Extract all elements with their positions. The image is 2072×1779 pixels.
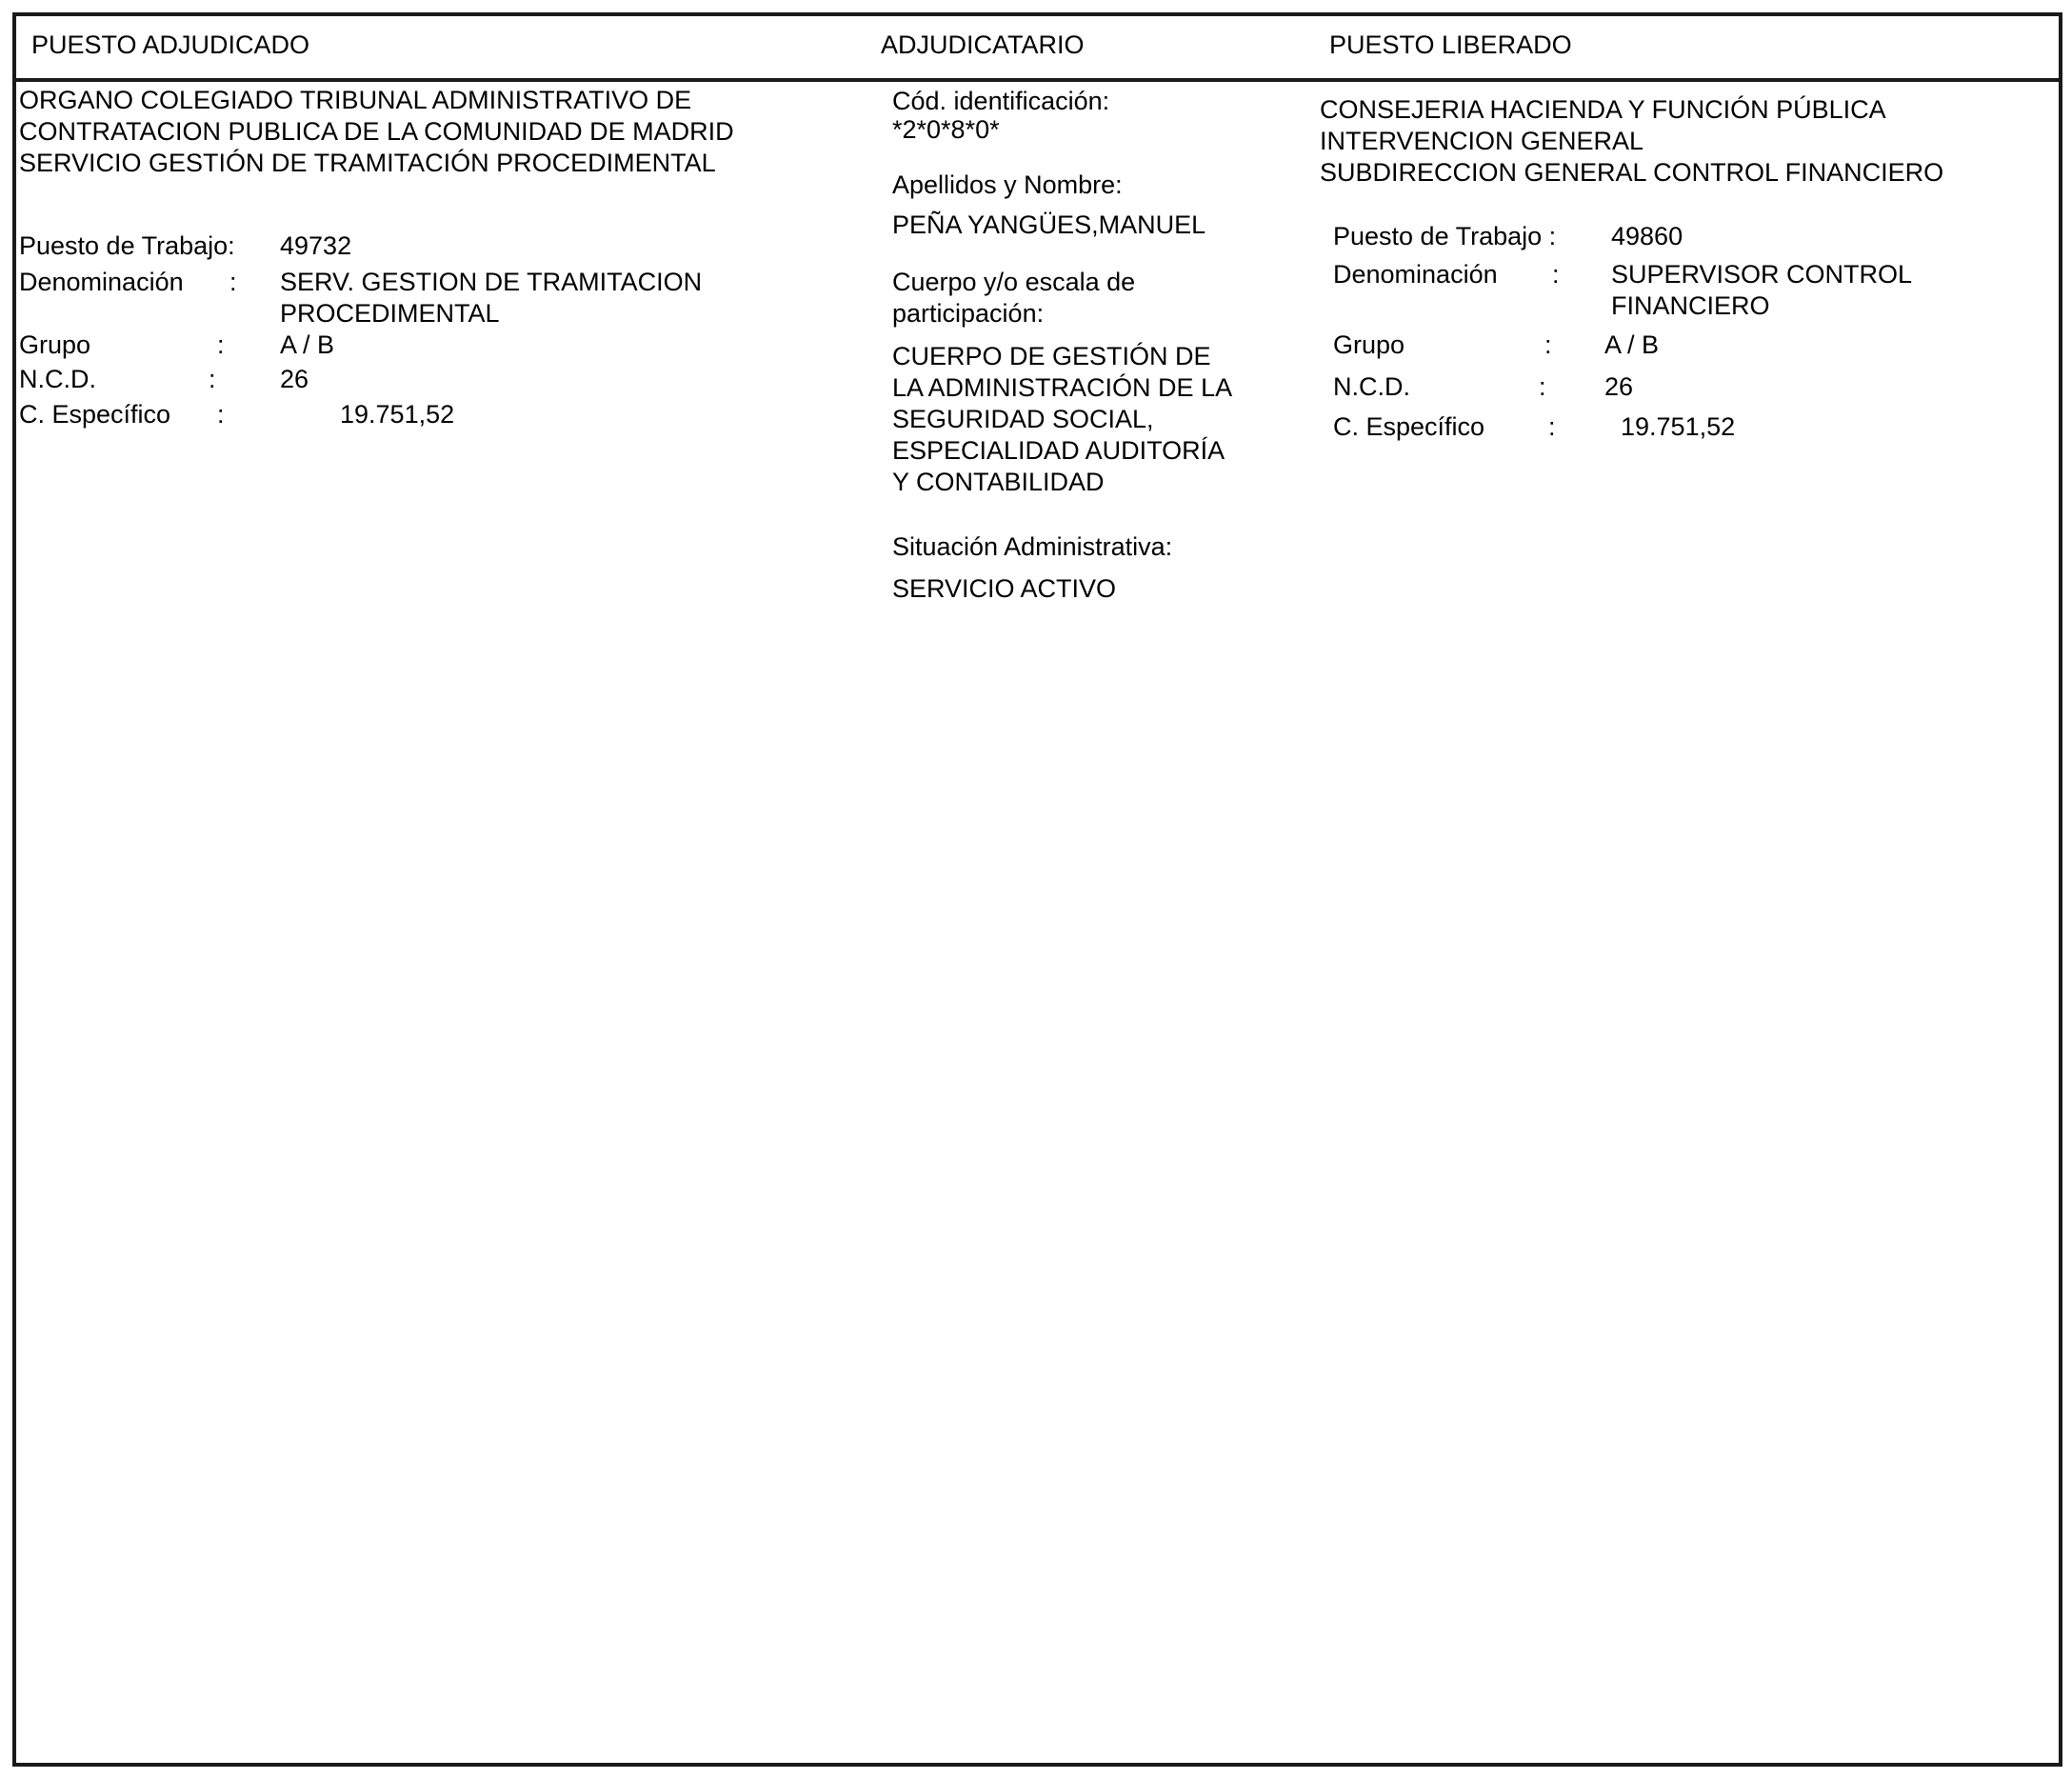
- liberado-denominacion-line: SUPERVISOR CONTROL: [1611, 260, 1913, 289]
- adjudicado-denominacion-label: Denominación: [19, 268, 184, 296]
- adjudicatario-cod-label: Cód. identificación:: [892, 87, 1110, 115]
- adjudicatario-cuerpo-value-line: LA ADMINISTRACIÓN DE LA: [892, 373, 1233, 402]
- liberado-grupo-sep: :: [1544, 330, 1552, 359]
- liberado-especifico-value: 19.751,52: [1621, 412, 1736, 441]
- liberado-grupo-value: A / B: [1604, 330, 1660, 359]
- liberado-ncd-label: N.C.D.: [1333, 372, 1410, 401]
- adjudicatario-cod-value: *2*0*8*0*: [892, 115, 1000, 144]
- adjudicado-puesto-label: Puesto de Trabajo:: [19, 231, 235, 260]
- adjudicatario-nombre-value: PEÑA YANGÜES,MANUEL: [892, 210, 1206, 239]
- liberado-organo-line: INTERVENCION GENERAL: [1320, 127, 1644, 155]
- adjudicado-ncd-value: 26: [280, 365, 309, 393]
- adjudicatario-situacion-label: Situación Administrativa:: [892, 532, 1173, 561]
- adjudicado-especifico-value: 19.751,52: [340, 400, 455, 429]
- adjudicado-ncd-sep: :: [209, 365, 216, 393]
- adjudicado-organo-line: CONTRATACION PUBLICA DE LA COMUNIDAD DE MADRID: [19, 117, 734, 146]
- liberado-organo: [1320, 94, 1943, 189]
- adjudicatario-situacion-value: SERVICIO ACTIVO: [892, 574, 1117, 603]
- adjudicatario-cuerpo-value-line: SEGURIDAD SOCIAL,: [892, 405, 1154, 433]
- adjudicado-denominacion-sep: :: [229, 268, 237, 296]
- adjudicado-especifico-sep: :: [217, 400, 225, 429]
- liberado-especifico-sep: :: [1548, 412, 1556, 441]
- adjudicado-puesto-value: 49732: [280, 231, 352, 260]
- adjudicado-especifico-label: C. Específico: [19, 400, 171, 429]
- adjudicado-denominacion-line: SERV. GESTION DE TRAMITACION: [280, 268, 703, 296]
- adjudicado-grupo-value: A / B: [280, 330, 335, 359]
- adjudicado-ncd-label: N.C.D.: [19, 365, 96, 393]
- header-adjudicatario: ADJUDICATARIO: [881, 30, 1085, 59]
- liberado-ncd-value: 26: [1604, 372, 1634, 401]
- adjudicado-denominacion-line: PROCEDIMENTAL: [280, 299, 500, 328]
- liberado-especifico-label: C. Específico: [1333, 412, 1485, 441]
- adjudicatario-cuerpo-value-line: CUERPO DE GESTIÓN DE: [892, 342, 1211, 370]
- adjudicado-organo-line: ORGANO COLEGIADO TRIBUNAL ADMINISTRATIVO DE: [19, 86, 692, 114]
- adjudicado-grupo-sep: :: [217, 330, 225, 359]
- liberado-denominacion-sep: :: [1552, 260, 1560, 289]
- adjudicatario-cuerpo-label-line: participación:: [892, 299, 1045, 328]
- liberado-denominacion-label: Denominación: [1333, 260, 1498, 289]
- adjudicatario-cuerpo-label-line: Cuerpo y/o escala de: [892, 268, 1136, 296]
- liberado-denominacion-line: FINANCIERO: [1611, 291, 1770, 320]
- liberado-grupo-label: Grupo: [1333, 330, 1405, 359]
- adjudicado-organo: [19, 85, 734, 179]
- adjudicatario-cuerpo-label: [892, 267, 1135, 330]
- adjudicatario-cuerpo-value-line: ESPECIALIDAD AUDITORÍA: [892, 436, 1225, 465]
- liberado-organo-line: SUBDIRECCION GENERAL CONTROL FINANCIERO: [1320, 158, 1944, 187]
- liberado-denominacion-value: [1611, 259, 1912, 322]
- adjudicatario-cuerpo-value: [892, 341, 1232, 498]
- adjudicatario-cod: [892, 87, 1109, 144]
- adjudicado-denominacion-value: [280, 267, 702, 330]
- header-divider: [12, 78, 2062, 82]
- liberado-ncd-sep: :: [1539, 372, 1546, 401]
- header-puesto-liberado: PUESTO LIBERADO: [1329, 30, 1572, 59]
- liberado-puesto-value: 49860: [1611, 222, 1684, 250]
- adjudicatario-cuerpo-value-line: Y CONTABILIDAD: [892, 468, 1105, 496]
- liberado-organo-line: CONSEJERIA HACIENDA Y FUNCIÓN PÚBLICA: [1320, 95, 1886, 124]
- adjudicado-organo-line: SERVICIO GESTIÓN DE TRAMITACIÓN PROCEDIMENTAL: [19, 149, 716, 177]
- adjudicado-grupo-label: Grupo: [19, 330, 91, 359]
- adjudicatario-nombre-label: Apellidos y Nombre:: [892, 170, 1123, 199]
- header-puesto-adjudicado: PUESTO ADJUDICADO: [31, 30, 310, 59]
- liberado-puesto-label: Puesto de Trabajo :: [1333, 222, 1557, 250]
